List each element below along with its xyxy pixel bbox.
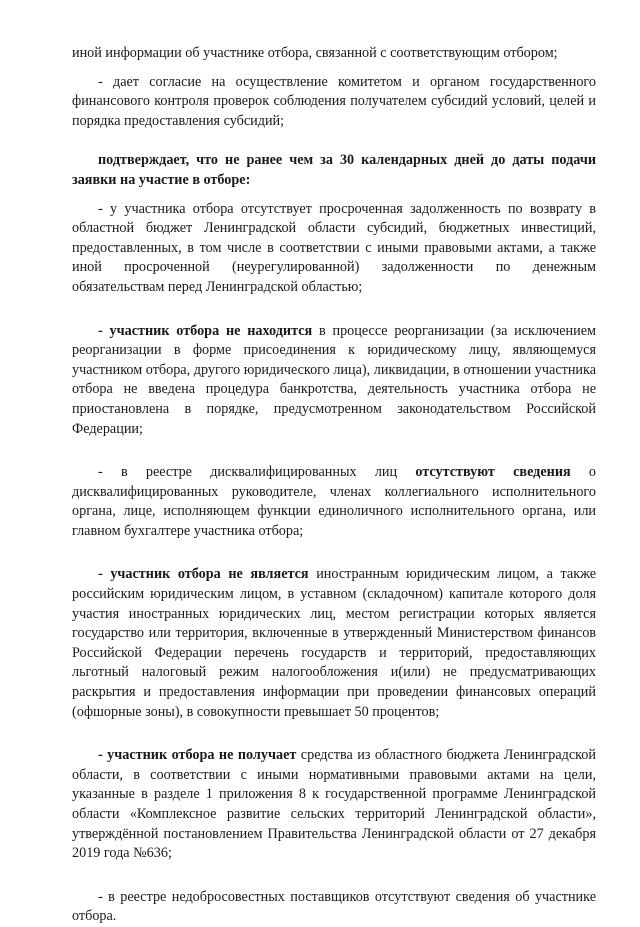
paragraph-confirms-heading — [72, 151, 596, 190]
paragraph-not-foreign-entity — [72, 565, 596, 722]
not-in-reorganization-bold: - участник отбора не находится — [98, 322, 313, 339]
paragraph-not-receiving-funds — [72, 746, 596, 864]
not-receiving-funds-text: средства из областного бюджета Ленинградской области, в соответствии с иными нормативными правовыми актами на цели, указанные в разделе 1 приложения 8 к государственной программе Ленинградской области «Комплексное развитие сельских территорий Ленинградской области», утверждённой постановлением Правительства Ленинградской области от 27 декабря 2019 года №636; — [72, 747, 596, 862]
paragraph-disqualified-registry — [72, 463, 596, 541]
paragraph-unscrupulous-suppliers: - в реестре недобросовестных поставщиков отсутствуют сведения об участнике отбора. — [72, 888, 596, 925]
paragraph-not-in-reorganization — [72, 322, 596, 440]
disqualified-registry-pre: - в реестре дисквалифицированных лиц — [98, 464, 416, 481]
not-receiving-funds-bold: - участник отбора не получает — [98, 747, 297, 764]
disqualified-registry-bold: отсутствуют сведения — [415, 464, 571, 481]
paragraph-consent: - дает согласие на осуществление комитетом и органом государственного финансового контроля проверок соблюдения получателем субсидий условий, целей и порядка предоставления субсидий; — [72, 73, 596, 129]
not-foreign-entity-bold: - участник отбора не является — [98, 566, 309, 583]
paragraph-continuation: иной информации об участнике отбора, связанной с соответствующим отбором; — [72, 45, 558, 61]
not-foreign-entity-text: иностранным юридическим лицом, а также российским юридическим лицом, в уставном (складочном) капитале которого доля участия иностранных юридических лиц, местом регистрации которых является государство или территория, включенные в утвержденный Министерством финансов Российской Федерации перечень государств и территорий, предоставляющих льготный налоговый режим налогообложения и(или) не предусматривающих раскрытия и предоставления информации при проведении финансовых операций (офшорные зоны), в совокупности превышает 50 процентов; — [72, 566, 596, 720]
disqualified-registry-text: о дисквалифицированных руководителе, членах коллегиального исполнительного органа, лице, исполняющем функции единоличного исполнительного органа, или главном бухгалтере участника отбора; — [72, 464, 597, 539]
paragraph-no-overdue-debt: - у участника отбора отсутствует просроченная задолженность по возврату в областной бюджет Ленинградской области субсидий, бюджетных инвестиций, предоставленных, в том числе в соответствии с иными правовыми актами, а также иной просроченной (неурегулированной) задолженности по денежным обязательствам перед Ленинградской областью; — [72, 200, 596, 295]
confirms-heading-bold: подтверждает, что не ранее чем за 30 календарных дней до даты подачи заявки на участие в отборе: — [72, 152, 596, 188]
not-in-reorganization-text: в процессе реорганизации (за исключением реорганизации в форме присоединения к юридическому лицу, являющемуся участником отбора, другого юридического лица), ликвидации, в отношении участника отбора не введена процедура банкротства, деятельность участника отбора не приостановлена в порядке, предусмотренном законодательством Российской Федерации; — [72, 322, 596, 437]
